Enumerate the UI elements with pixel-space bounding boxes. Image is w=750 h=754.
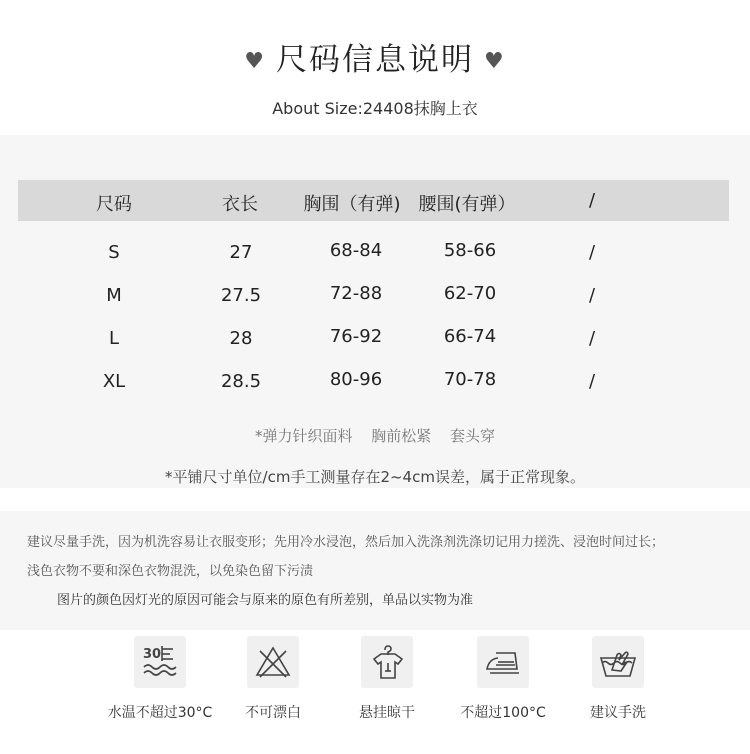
care-icon-item [213,636,333,722]
title-text: 尺码信息说明 [276,42,474,78]
iron-label: 不超过100°C [460,705,546,721]
cell-length: 28.5 [220,371,262,392]
iron-icon [477,636,529,688]
wash-30-label: 水温不超过30°C [107,705,213,721]
care-line-3: 图片的颜色因灯光的原因可能会与原来的原色有所差别，单品以实物为准 [57,593,474,608]
size-table-header [18,180,729,221]
wash-30-icon [134,636,186,688]
feature-wear: 套头穿 [450,427,496,445]
cell-size: M [106,285,122,306]
subtitle: About Size:24408抹胸上衣 [272,99,478,118]
cell-extra: / [588,242,596,263]
hand-wash-label: 建议手洗 [590,705,646,721]
header-extra: / [588,190,596,211]
care-icons-row [0,636,750,754]
page-header [0,0,750,135]
feature-fabric: *弹力针织面料 [254,427,353,445]
svg-text:30: 30 [143,647,162,662]
cell-waist: 62-70 [443,283,497,304]
care-line-2: 浅色衣物不要和深色衣物混洗，以免染色留下污渍 [27,564,314,579]
hand-wash-icon [592,636,644,688]
cell-extra: / [588,285,596,306]
hang-dry-label: 悬挂晾干 [359,705,415,721]
care-icon-item [327,636,447,722]
heart-icon-right: ♥ [484,49,506,74]
cell-length: 27 [229,242,253,263]
page-title [0,34,750,79]
care-icon-item [558,636,678,722]
no-bleach-icon [247,636,299,688]
cell-waist: 66-74 [443,326,497,347]
cell-waist: 70-78 [443,369,497,390]
cell-length: 28 [229,328,253,349]
header-waist: 腰围(有弹） [418,194,516,215]
care-icon-item [443,636,563,722]
cell-size: XL [102,371,126,392]
cell-bust: 72-88 [329,283,383,304]
hang-dry-icon [361,636,413,688]
care-icon-item [100,636,220,722]
cell-size: L [108,328,120,349]
feature-chest: 胸前松紧 [371,427,432,445]
cell-length: 27.5 [220,285,262,306]
cell-bust: 68-84 [329,240,383,261]
cell-size: S [108,242,120,263]
header-bust: 胸围（有弹) [303,194,401,215]
cell-waist: 58-66 [443,240,497,261]
fabric-features-note [0,425,750,446]
care-instructions-panel [0,511,750,630]
care-line-1: 建议尽量手洗，因为机洗容易让衣服变形；先用冷水浸泡，然后加入洗涤剂洗涤切记用力搓洗、浸泡时间过长； [27,535,665,550]
heart-icon-left: ♥ [244,49,266,74]
cell-bust: 80-96 [329,369,383,390]
no-bleach-label: 不可漂白 [245,705,301,721]
cell-bust: 76-92 [329,326,383,347]
size-table-panel [0,135,750,488]
cell-extra: / [588,328,596,349]
cell-extra: / [588,371,596,392]
header-size: 尺码 [96,194,132,215]
measurement-note: *平铺尺寸单位/cm手工测量存在2~4cm误差，属于正常现象。 [165,468,585,486]
header-length: 衣长 [222,194,258,215]
